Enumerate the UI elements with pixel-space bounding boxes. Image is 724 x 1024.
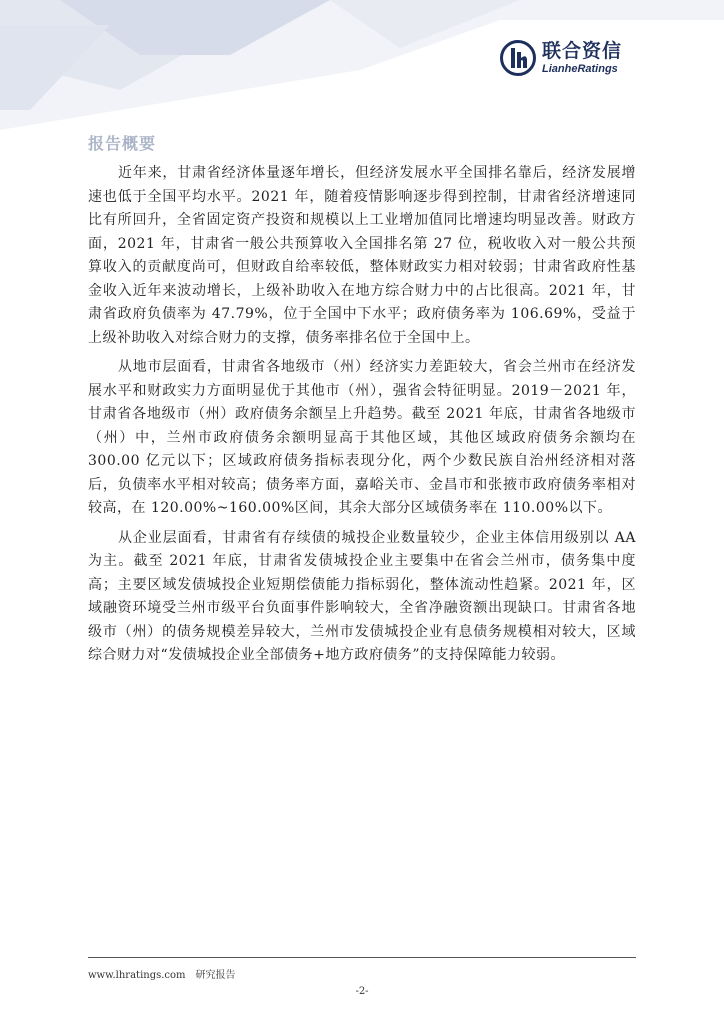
- section-title: 报告概要: [88, 134, 157, 153]
- logo-chinese-name: 联合资信: [542, 39, 623, 62]
- logo-english-name: LianheRatings: [542, 62, 618, 75]
- paragraph-province: 近年来，甘肃省经济体量逐年增长，但经济发展水平全国排名靠后，经济发展增速也低于全国平均水平。2021 年，随着疫情影响逐步得到控制，甘肃省经济增速同比有所回升，全省固定资产投资和规模以上工业增加值同比增速均明显改善。财政方面，2021 年，甘肃省一般公共预算收入全国排名第 27 位，税收收入对一般公共预算收入的贡献度尚可，但财政自给率较低，整体财政实力相对较弱；甘肃省政府性基金收入近年来波动增长，上级补助收入在地方综合财力中的占比很高。2021 年，甘肃省政府负债率为 47.79%，位于全国中下水平；政府债务率为 106.69%，受益于上级补助收入对综合财力的支撑，债务率排名位于全国中上。: [88, 165, 636, 346]
- brand-logo: [500, 38, 622, 78]
- paragraph-enterprise: 从企业层面看，甘肃省有存续债的城投企业数量较少，企业主体信用级别以 AA 为主。截至 2021 年底，甘肃省发债城投企业主要集中在省会兰州市，债务集中度高；主要区域发债城投企业短期偿债能力指标弱化，整体流动性趋紧。2021 年，区域融资环境受兰州市级平台负面事件影响较大，全省净融资额出现缺口。甘肃省各地级市（州）的债务规模差异较大，兰州市发债城投企业有息债务规模相对较大，区域综合财力对“发债城投企业全部债务+地方政府债务”的支持保障能力较弱。: [88, 529, 636, 663]
- footer-text: www.lhratings.com 研究报告: [88, 970, 236, 981]
- footer-divider: [88, 957, 636, 958]
- page-number: -2-: [355, 986, 369, 997]
- report-summary-body: [88, 162, 636, 674]
- lianhe-logo-icon: [500, 40, 536, 76]
- paragraph-city: 从地市层面看，甘肃省各地级市（州）经济实力差距较大，省会兰州市在经济发展水平和财政实力方面明显优于其他市（州），强省会特征明显。2019－2021 年，甘肃省各地级市（州）政府债务余额呈上升趋势。截至 2021 年底，甘肃省各地级市（州）中，兰州市政府债务余额明显高于其他区域，其他区域政府债务余额均在 300.00 亿元以下；区域政府债务指标表现分化，两个少数民族自治州经济相对落后，负债率水平相对较高；债务率方面，嘉峪关市、金昌市和张掖市政府债务率相对较高，在 120.00%~160.00%区间，其余大部分区域债务率在 110.00%以下。: [88, 359, 636, 516]
